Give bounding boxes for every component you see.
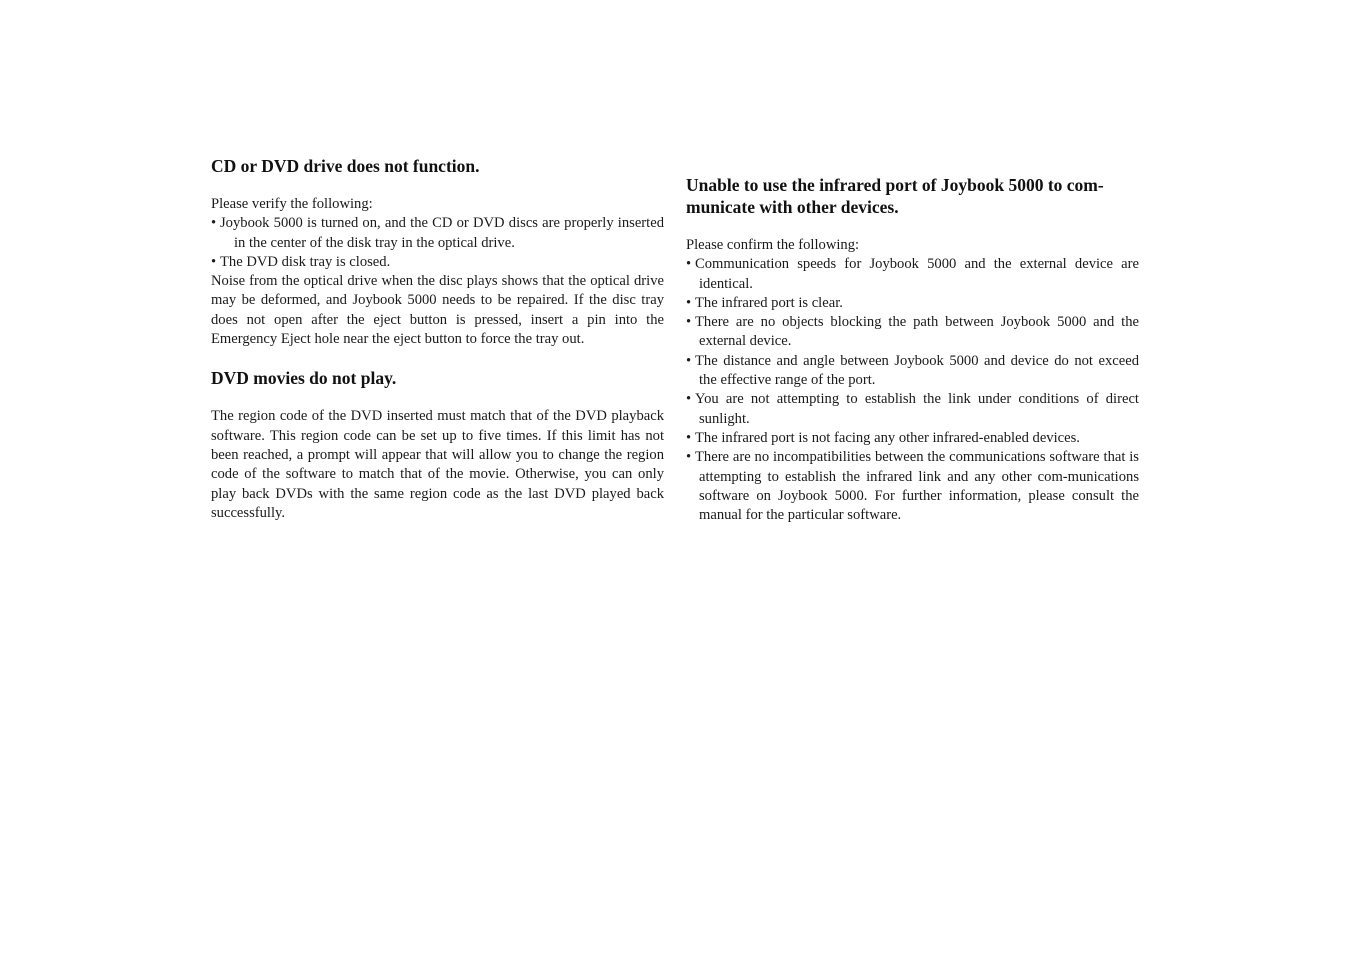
- bullet-icon: •: [686, 314, 692, 331]
- bullet-icon: •: [686, 449, 692, 466]
- bullet-icon: •: [686, 256, 692, 273]
- list-item: • Communication speeds for Joybook 5000 and the external device are identical.: [686, 256, 1139, 292]
- section-heading-dvd-movies: DVD movies do not play.: [211, 368, 397, 389]
- bullet-icon: •: [211, 215, 217, 232]
- list-item: • The distance and angle between Joybook 5000 and device do not exceed the effective range of the port.: [686, 352, 1139, 389]
- list-item: • There are no objects blocking the path between Joybook 5000 and the external device.: [686, 314, 1139, 350]
- list-item: • The infrared port is not facing any other infrared-enabled devices.: [686, 429, 1139, 448]
- bullet-icon: •: [686, 429, 692, 446]
- bullet-icon: •: [211, 253, 217, 270]
- list-item: • The DVD disk tray is closed.: [211, 253, 664, 272]
- right-column: [686, 174, 1139, 525]
- section-intro: Please confirm the following:: [686, 237, 860, 253]
- list-item: • Joybook 5000 is turned on, and the CD or DVD discs are properly inserted in the center of the disk tray in the optical drive.: [211, 215, 664, 251]
- section-heading-cd-dvd-drive: CD or DVD drive does not function.: [211, 156, 480, 176]
- section-body: The region code of the DVD inserted must match that of the DVD playback software. This region code can be set up to five times. If this limit has not been reached, a prompt will appear that will allow you to change the region code of the software to match that of the movie. Otherwise, you can only play back DVDs with the same region code as the last DVD played back successfully.: [211, 408, 664, 521]
- checklist: [211, 214, 664, 272]
- list-item: • There are no incompatibilities between the communications software that is attempting to establish the infrared link and any other com-munications software on Joybook 5000. For further information, please consult the manual for the particular software.: [686, 449, 1139, 524]
- bullet-icon: •: [686, 294, 692, 311]
- list-item: • You are not attempting to establish the link under conditions of direct sunlight.: [686, 391, 1139, 427]
- left-column: [211, 155, 664, 523]
- bullet-icon: •: [686, 391, 692, 408]
- section-body: Noise from the optical drive when the disc plays shows that the optical drive may be deformed, and Joybook 5000 needs to be repaired. If the disc tray does not open after the eject button is pressed, insert a pin into the Emergency Eject hole near the eject button to force the tray out.: [211, 273, 664, 348]
- section-intro: Please verify the following:: [211, 196, 373, 212]
- section-heading-infrared-port: Unable to use the infrared port of Joybook 5000 to com-municate with other devices.: [686, 175, 1104, 217]
- checklist: [686, 255, 1139, 525]
- list-item: • The infrared port is clear.: [686, 294, 1139, 313]
- bullet-icon: •: [686, 352, 692, 369]
